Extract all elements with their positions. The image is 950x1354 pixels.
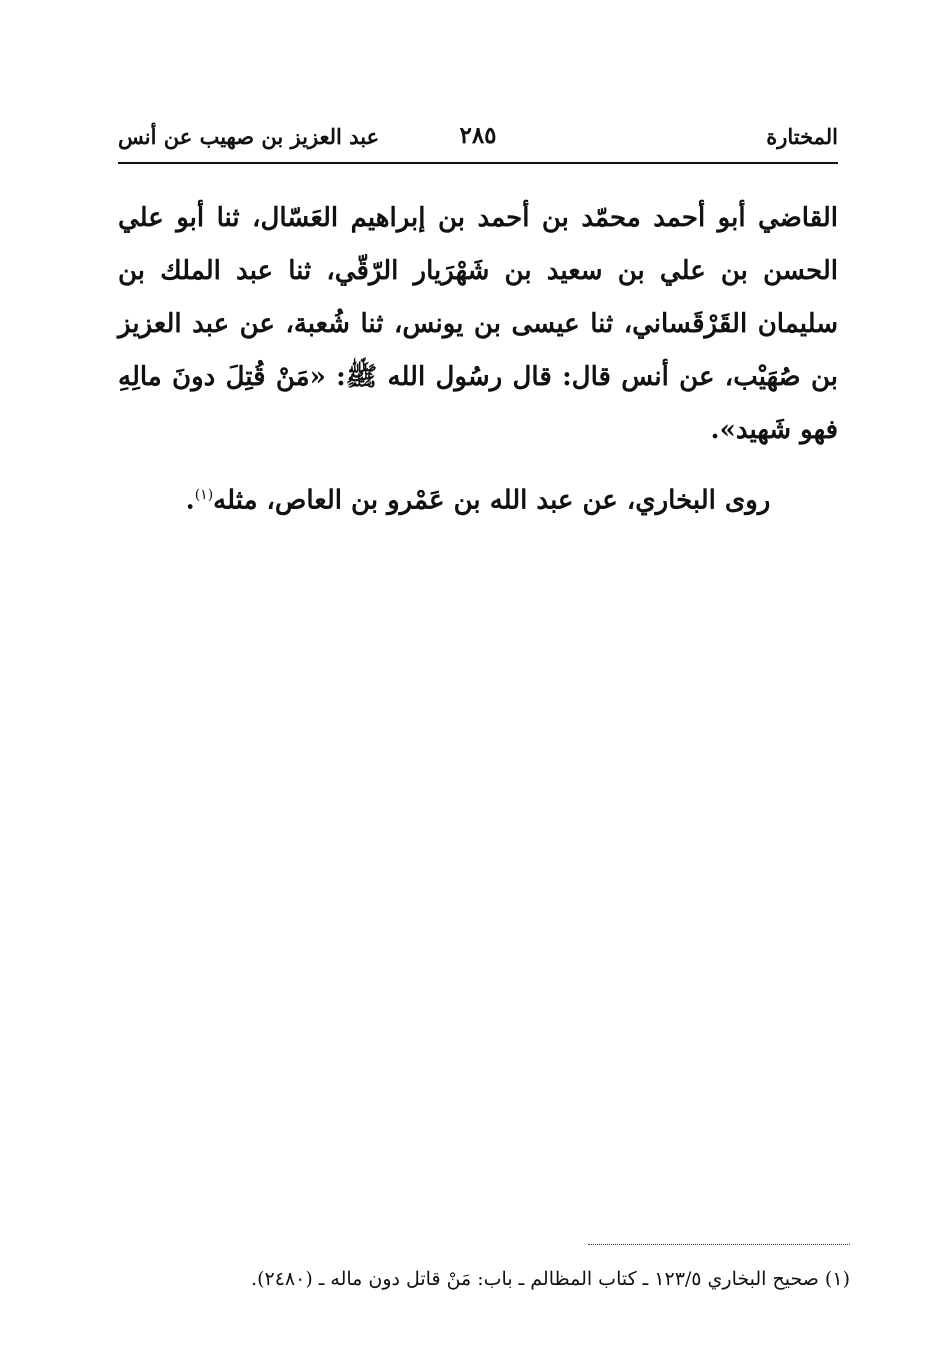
book-title: المختارة [766,124,838,149]
narration-text: روى البخاري، عن عبد الله بن عَمْرو بن العاص، مثله [213,485,771,516]
page-header [118,118,838,158]
header-divider [118,162,838,164]
footnote: (١) صحيح البخاري ١٢٣/٥ ـ كتاب المظالم ـ باب: مَنْ قاتل دون ماله ـ (٢٤٨٠). [251,1268,850,1290]
main-paragraph: القاضي أبو أحمد محمّد بن أحمد بن إبراهيم العَسّال، ثنا أبو علي الحسن بن علي بن سعيد بن شَهْرَيار الرّقّي، ثنا عبد الملك بن سليمان القَرْقَساني، ثنا عيسى بن يونس، ثنا شُعبة، عن عبد العزيز بن صُهَيْب، عن أنس قال: قال رسُول الله ﷺ: «مَنْ قُتِلَ دونَ مالِهِ فهو شَهيد». [118,203,838,445]
page-number: ٢٨٥ [459,122,497,149]
section-title: عبد العزيز بن صهيب عن أنس [118,124,380,149]
footnote-reference: (١) [194,487,214,503]
narration-line [118,470,838,526]
narration-end: . [185,485,195,516]
footnote-divider [588,1244,850,1245]
